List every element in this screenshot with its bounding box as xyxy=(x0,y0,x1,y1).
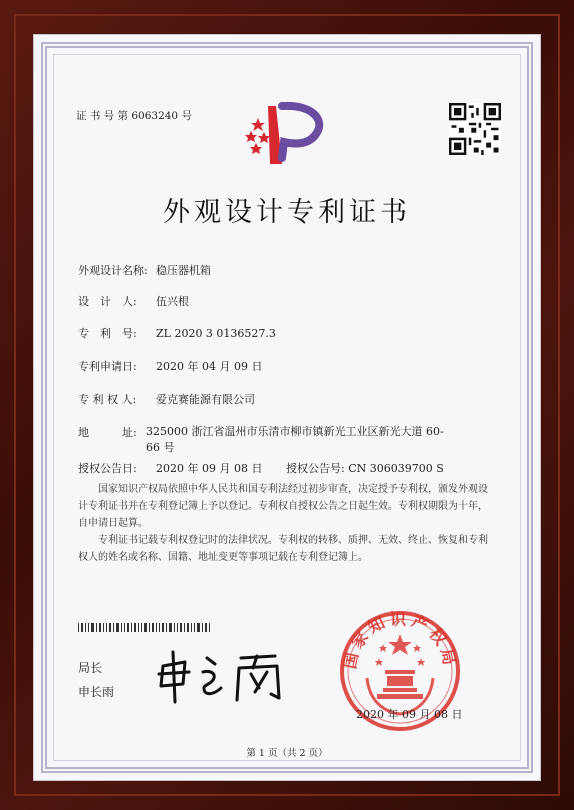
qr-code-icon xyxy=(449,103,501,155)
field-value: 爱克赛能源有限公司 xyxy=(156,393,255,406)
field-label: 授权公告日: xyxy=(78,462,137,475)
field-value: CN 306039700 S xyxy=(348,462,444,475)
field-label: 专利申请日: xyxy=(78,360,137,373)
cnipa-logo-icon xyxy=(242,98,328,166)
field-label: 专 利 权 人: xyxy=(78,393,137,406)
certificate-number: 证 书 号 第 6063240 号 xyxy=(76,110,192,122)
field-label: 外观设计名称: xyxy=(78,264,148,277)
paragraph-legal-status: 专利证书记载专利权登记时的法律状况。专利权的转移、质押、无效、终止、恢复和专利权人的姓名或名称、国籍、地址变更等事项记载在专利登记簿上。 xyxy=(78,535,488,563)
seal-date: 2020 年 09 月 08 日 xyxy=(356,708,463,721)
field-patentee xyxy=(78,391,255,407)
field-application-date xyxy=(78,358,262,374)
field-address-label: 地 址: xyxy=(78,426,137,439)
field-design-name xyxy=(78,262,211,278)
barcode-icon xyxy=(78,623,210,632)
field-label: 专 利 号: xyxy=(78,327,137,340)
field-value: 伍兴根 xyxy=(156,295,189,308)
field-grant-number xyxy=(286,460,444,476)
field-designer xyxy=(78,293,189,309)
certificate-title: 外观设计专利证书 xyxy=(163,197,411,228)
field-label: 设 计 人: xyxy=(78,295,137,308)
field-value: ZL 2020 3 0136527.3 xyxy=(156,327,276,340)
field-label: 授权公告号: xyxy=(286,462,345,475)
field-grant-date xyxy=(78,460,262,476)
paragraph-grant-notice: 国家知识产权局依照中华人民共和国专利法经过初步审查，决定授予专利权，颁发外观设计专利证书并在专利登记簿上予以登记。专利权自授权公告之日起生效。专利权期限为十年，自申请日起算。 xyxy=(78,484,488,529)
field-value: 2020 年 04 月 09 日 xyxy=(156,360,263,373)
field-address-value: 325000 浙江省温州市乐清市柳市镇新光工业区新光大道 60-66 号 xyxy=(146,425,444,454)
signer-name: 申长雨 xyxy=(78,685,115,699)
seal-text: 国家知识产权局 xyxy=(340,609,460,671)
field-value: 2020 年 09 月 08 日 xyxy=(156,462,263,475)
signer-title: 局长 xyxy=(78,661,103,675)
handwritten-signature-icon xyxy=(155,648,295,704)
field-patent-number xyxy=(78,325,276,341)
field-value: 稳压器机箱 xyxy=(156,264,211,277)
page-number: 第 1 页（共 2 页） xyxy=(246,748,328,759)
